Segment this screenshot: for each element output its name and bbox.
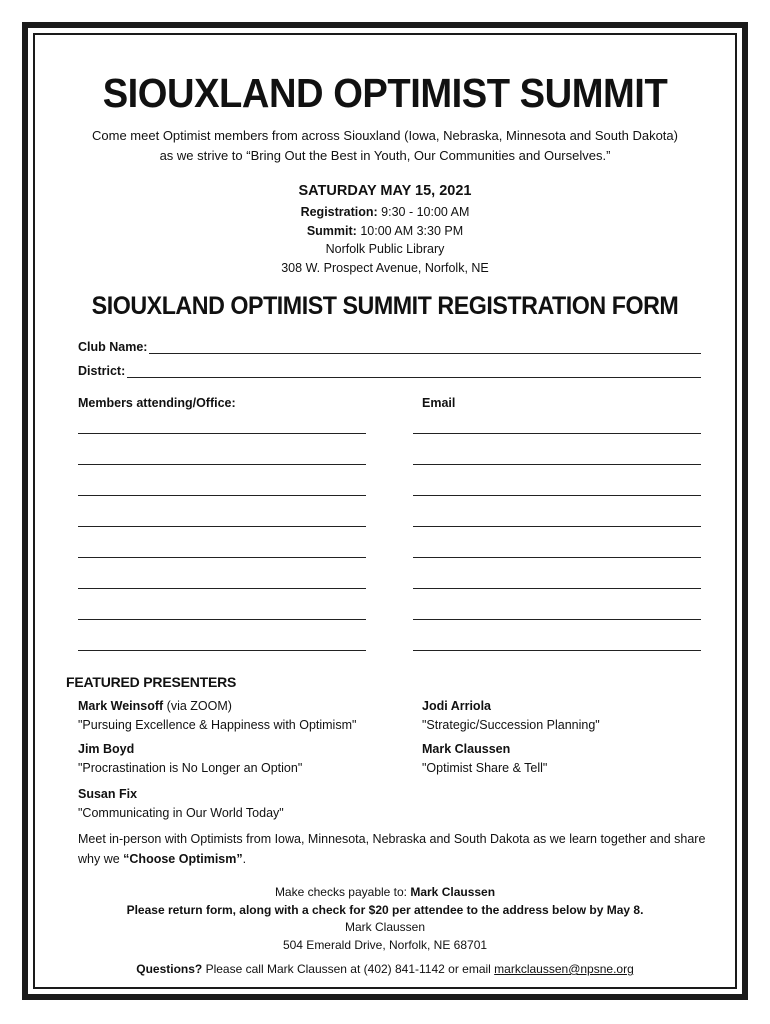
presenter-name: Jim Boyd [78, 742, 135, 756]
registration-time: 9:30 - 10:00 AM [381, 205, 470, 219]
page-title: SIOUXLAND OPTIMIST SUMMIT [102, 70, 668, 116]
presenter-susan-fix [78, 785, 284, 823]
presenter-topic: "Strategic/Succession Planning" [422, 718, 600, 732]
summit-label: Summit: [306, 223, 357, 238]
checks-payee: Mark Claussen [410, 885, 496, 899]
summit-time: 10:00 AM 3:30 PM [360, 223, 464, 238]
presenter-jodi-arriola [422, 697, 600, 735]
presenter-name: Susan Fix [78, 787, 138, 801]
email-column-header: Email [422, 396, 456, 410]
checks-prefix: Make checks payable to: [274, 885, 411, 899]
member-office-entry-line[interactable] [78, 433, 366, 434]
venue-address: 308 W. Prospect Avenue, Norfolk, NE [281, 260, 489, 275]
email-entry-line[interactable] [413, 495, 701, 496]
registration-label: Registration: [300, 205, 378, 219]
members-column-header: Members attending/Office: [78, 396, 236, 410]
club-name-field[interactable] [149, 340, 701, 354]
email-entry-line[interactable] [413, 619, 701, 620]
district-row [78, 364, 701, 378]
presenter-topic: "Optimist Share & Tell" [422, 761, 548, 775]
email-entry-line[interactable] [413, 526, 701, 527]
member-office-entry-line[interactable] [78, 495, 366, 496]
presenter-mark-claussen [422, 740, 547, 778]
club-name-label: Club Name: [78, 340, 148, 354]
email-entry-line[interactable] [413, 650, 701, 651]
email-entry-line[interactable] [413, 433, 701, 434]
email-entry-line[interactable] [413, 557, 701, 558]
event-date: SATURDAY MAY 15, 2021 [298, 183, 472, 199]
meet-emphasis: “Choose Optimism” [123, 852, 243, 866]
featured-presenters-heading: FEATURED PRESENTERS [66, 674, 237, 690]
questions-line [0, 962, 770, 976]
email-entry-line[interactable] [413, 464, 701, 465]
district-field[interactable] [127, 364, 701, 378]
intro-text [60, 126, 710, 166]
presenter-mark-weinsoff [78, 697, 356, 735]
presenter-jim-boyd [78, 740, 302, 778]
summit-time-line [0, 222, 770, 241]
district-label: District: [78, 364, 126, 378]
member-office-entry-line[interactable] [78, 464, 366, 465]
meet-end: . [242, 852, 247, 866]
intro-line-1: Come meet Optimist members from across Siouxland (Iowa, Nebraska, Minnesota and South Dakota) [92, 128, 678, 143]
venue: Norfolk Public Library [325, 242, 445, 256]
questions-label: Questions? [136, 962, 203, 976]
member-office-entry-line[interactable] [78, 588, 366, 589]
presenter-topic: "Pursuing Excellence & Happiness with Optimism" [78, 718, 357, 732]
contact-email-link[interactable]: markclaussen@npsne.org [494, 962, 634, 976]
presenter-topic: "Communicating in Our World Today" [78, 806, 284, 820]
return-note: Please return form, along with a check for $20 per attendee to the address below by May 8. [126, 902, 644, 917]
form-title: SIOUXLAND OPTIMIST SUMMIT REGISTRATION FORM [91, 292, 679, 320]
payment-instructions [0, 884, 770, 954]
presenter-topic: "Procrastination is No Longer an Option" [78, 761, 303, 775]
presenter-name: Mark Weinsoff [78, 699, 164, 713]
meet-paragraph [78, 829, 708, 869]
email-entry-line[interactable] [413, 588, 701, 589]
presenter-name: Mark Claussen [422, 742, 511, 756]
questions-text: Please call Mark Claussen at (402) 841-1142 or email [202, 962, 495, 976]
member-office-entry-line[interactable] [78, 557, 366, 558]
intro-line-2: as we strive to “Bring Out the Best in Youth, Our Communities and Ourselves.” [159, 148, 611, 163]
member-office-entry-line[interactable] [78, 619, 366, 620]
checks-payable-line [0, 884, 770, 902]
event-details [0, 203, 770, 277]
mailing-address: 504 Emerald Drive, Norfolk, NE 68701 [282, 937, 488, 952]
presenter-name: Jodi Arriola [422, 699, 491, 713]
meet-text: Meet in-person with Optimists from Iowa, Minnesota, Nebraska and South Dakota as we learn together and share why we [78, 832, 706, 866]
club-name-row [78, 340, 701, 354]
member-office-entry-line[interactable] [78, 526, 366, 527]
mailing-name: Mark Claussen [344, 920, 426, 934]
member-office-entry-line[interactable] [78, 650, 366, 651]
registration-time-line [0, 203, 770, 222]
presenter-note: (via ZOOM) [163, 699, 232, 713]
